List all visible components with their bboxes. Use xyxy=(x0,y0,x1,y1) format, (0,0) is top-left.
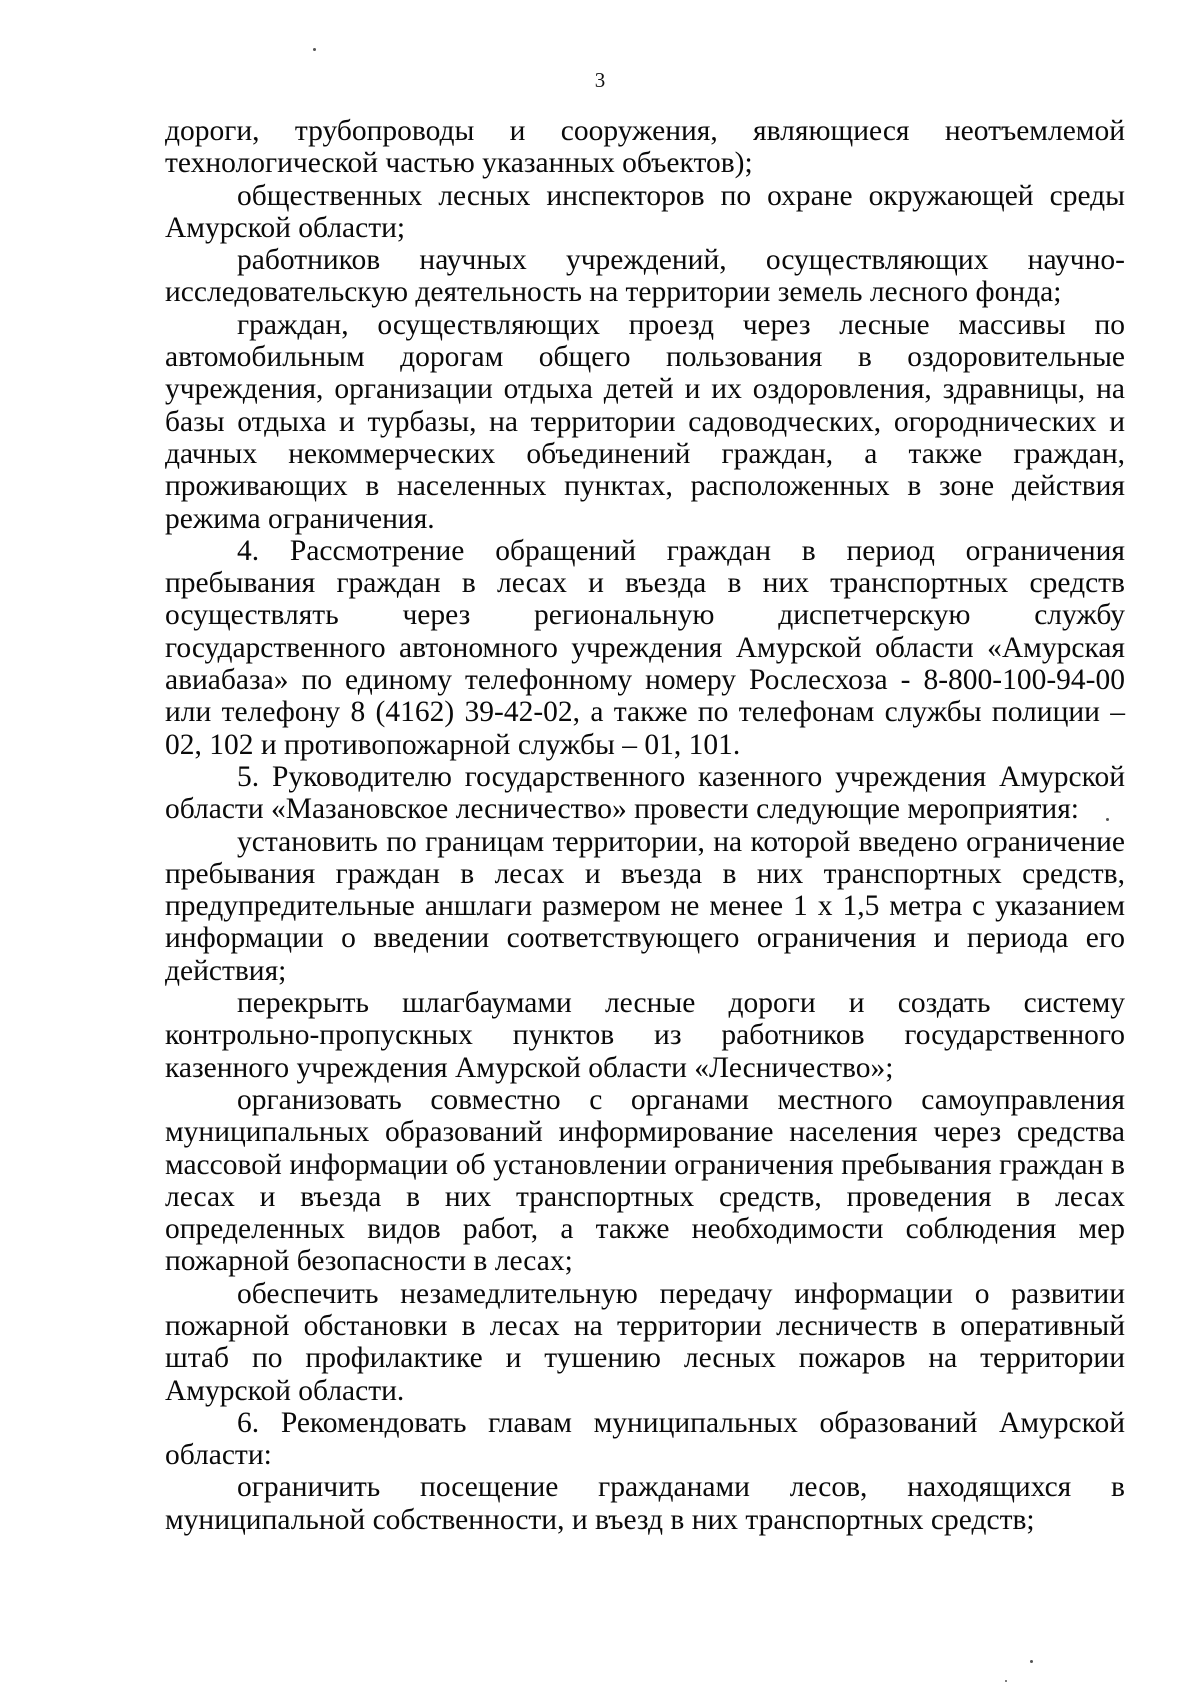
paragraph-item-6: 6. Рекомендовать главам муниципальных образований Амурской области: xyxy=(165,1406,1125,1472)
scan-speck xyxy=(1030,1660,1033,1663)
paragraph: работников научных учреждений, осуществляющих научно-исследовательскую деятельность на территории земель лесного фонда; xyxy=(165,244,1125,309)
scan-speck xyxy=(1106,818,1109,821)
paragraph-item-4: 4. Рассмотрение обращений граждан в период ограничения пребывания граждан в лесах и въезда в них транспортных средств осуществлять через региональную диспетчерскую службу государственного автономного учреждения Амурской области «Амурская авиабаза» по единому телефонному номеру Рослесхоза - 8-800-100-94-00 или телефону 8 (4162) 39-42-02, а также по телефонам службы полиции – 02, 102 и противопожарной службы – 01, 101. xyxy=(165,534,1125,761)
paragraph: обеспечить незамедлительную передачу информации о развитии пожарной обстановки в лесах на территории лесничеств в оперативный штаб по профилактике и тушению лесных пожаров на территории Амурской области. xyxy=(165,1277,1125,1407)
page-number: 3 xyxy=(594,68,606,92)
paragraph-item-5: 5. Руководителю государственного казенного учреждения Амурской области «Мазановское лесничество» провести следующие мероприятия: xyxy=(165,760,1125,826)
document-body xyxy=(165,115,1125,1536)
paragraph: граждан, осуществляющих проезд через лесные массивы по автомобильным дорогам общего пользования в оздоровительные учреждения, организации отдыха детей и их оздоровления, здравницы, на базы отдыха и турбазы, на территории садоводческих, огороднических и дачных некоммерческих объединений граждан, а также граждан, проживающих в населенных пунктах, расположенных в зоне действия режима ограничения. xyxy=(165,308,1125,535)
paragraph: ограничить посещение гражданами лесов, находящихся в муниципальной собственности, и въезд в них транспортных средств; xyxy=(165,1471,1125,1536)
paragraph: перекрыть шлагбаумами лесные дороги и создать систему контрольно-пропускных пунктов из работников государственного казенного учреждения Амурской области «Лесничество»; xyxy=(165,987,1125,1084)
paragraph: организовать совместно с органами местного самоуправления муниципальных образований информирование населения через средства массовой информации об установлении ограничения пребывания граждан в лесах и въезда в них транспортных средств, проведения в лесах определенных видов работ, а также необходимости соблюдения мер пожарной безопасности в лесах; xyxy=(165,1083,1125,1278)
paragraph: общественных лесных инспекторов по охране окружающей среды Амурской области; xyxy=(165,179,1125,244)
scan-speck xyxy=(1005,1680,1007,1682)
paragraph: установить по границам территории, на которой введено ограничение пребывания граждан в лесах и въезда в них транспортных средств, предупредительные аншлаги размером не менее 1 х 1,5 метра с указанием информации о введении соответствующего ограничения и периода его действия; xyxy=(165,825,1125,987)
scan-speck xyxy=(313,48,316,51)
paragraph-continuation: дороги, трубопроводы и сооружения, являющиеся неотъемлемой технологической частью указанных объектов); xyxy=(165,115,1125,180)
